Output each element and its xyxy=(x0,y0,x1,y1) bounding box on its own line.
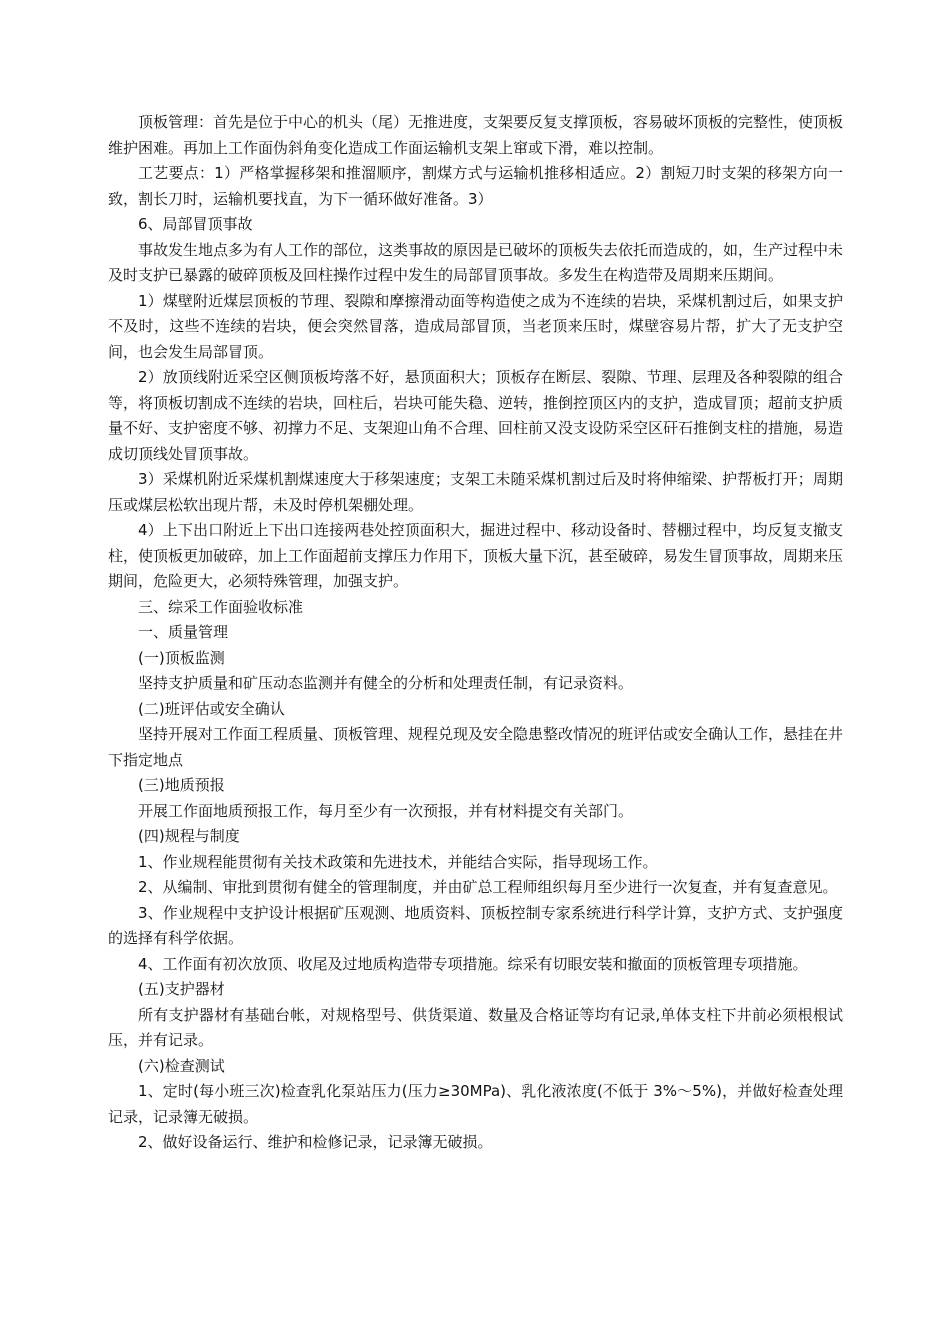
heading-rules-and-systems: (四)规程与制度 xyxy=(138,827,240,845)
paragraph-item-4: 4）上下出口附近上下出口连接两巷处控顶面积大，掘进过程中、移动设备时、替棚过程中，均反复支撤支柱，使顶板更加破碎，加上工作面超前支撑压力作用下，顶板大量下沉，甚至破碎，易发生冒顶事故，周期来压期间，危险更大，必须特殊管理，加强支护。 xyxy=(108,521,844,590)
paragraph-rules-4: 4、工作面有初次放顶、收尾及过地质构造带专项措施。综采有切眼安装和撤面的顶板管理专项措施。 xyxy=(138,954,808,973)
paragraph-rules-3: 3、作业规程中支护设计根据矿压观测、地质资料、顶板控制专家系统进行科学计算，支护方式、支护强度的选择有科学依据。 xyxy=(108,903,843,947)
paragraph-item-3: 3）采煤机附近采煤机割煤速度大于移架速度；支架工未随采煤机割过后及时将伸缩梁、护帮板打开；周期压或煤层松软出现片帮，未及时停机架棚处理。 xyxy=(108,470,843,514)
paragraph-shift-evaluation: 坚持开展对工作面工程质量、顶板管理、规程兑现及安全隐患整改情况的班评估或安全确认工作，悬挂在井下指定地点 xyxy=(108,725,844,769)
paragraph-process-points: 工艺要点：1）严格掌握移架和推溜顺序，割煤方式与运输机推移相适应。2）割短刀时支架的移架方向一致，割长刀时，运输机要找直，为下一循环做好准备。3） xyxy=(108,164,843,208)
heading-roof-monitoring: (一)顶板监测 xyxy=(138,648,225,667)
document-body xyxy=(108,110,843,1156)
heading-support-equipment: (五)支护器材 xyxy=(138,980,225,998)
heading-inspection-testing: (六)检查测试 xyxy=(138,1056,225,1075)
paragraph-rules-1: 1、作业规程能贯彻有关技术政策和先进技术，并能结合实际，指导现场工作。 xyxy=(138,852,658,871)
paragraph-accident-location: 事故发生地点多为有人工作的部位，这类事故的原因是已破坏的顶板失去依托而造成的，如，生产过程中未及时支护已暴露的破碎顶板及回柱操作过程中发生的局部冒顶事故。多发生在构造带及周期来压期间。 xyxy=(108,240,844,284)
heading-quality-management: 一、质量管理 xyxy=(138,623,229,641)
paragraph-roof-management: 顶板管理：首先是位于中心的机头（尾）无推进度，支架要反复支撑顶板，容易破坏顶板的完整性，使顶板维护困难。再加上工作面伪斜角变化造成工作面运输机支架上窜或下滑，难以控制。 xyxy=(108,113,844,157)
paragraph-rules-2: 2、从编制、审批到贯彻有健全的管理制度，并由矿总工程师组织每月至少进行一次复查，并有复查意见。 xyxy=(138,878,838,896)
paragraph-roof-monitoring: 坚持支护质量和矿压动态监测并有健全的分析和处理责任制，有记录资料。 xyxy=(138,674,634,692)
paragraph-inspection-2: 2、做好设备运行、维护和检修记录，记录簿无破损。 xyxy=(138,1133,493,1151)
paragraph-inspection-1: 1、定时(每小班三次)检查乳化泵站压力(压力≥30MPa)、乳化液浓度(不低于 3%～5%)，并做好检查处理记录，记录簿无破损。 xyxy=(108,1082,843,1126)
heading-shift-evaluation: (二)班评估或安全确认 xyxy=(138,699,285,718)
paragraph-geological-forecast: 开展工作面地质预报工作，每月至少有一次预报，并有材料提交有关部门。 xyxy=(138,801,634,820)
paragraph-support-equipment: 所有支护器材有基础台帐，对规格型号、供货渠道、数量及合格证等均有记录,单体支柱下井前必须根根试压，并有记录。 xyxy=(108,1005,843,1049)
heading-geological-forecast: (三)地质预报 xyxy=(138,776,225,794)
paragraph-item-1: 1）煤壁附近煤层顶板的节理、裂隙和摩擦滑动面等构造使之成为不连续的岩块，采煤机割过后，如果支护不及时，这些不连续的岩块，便会突然冒落，造成局部冒顶，当老顶来压时，煤壁容易片帮，扩大了无支护空间，也会发生局部冒顶。 xyxy=(108,291,843,361)
heading-local-roof-fall: 6、局部冒顶事故 xyxy=(138,215,253,233)
heading-acceptance-standard: 三、综采工作面验收标准 xyxy=(138,597,304,616)
paragraph-item-2: 2）放顶线附近采空区侧顶板垮落不好，悬顶面积大；顶板存在断层、裂隙、节理、层理及各种裂隙的组合等，将顶板切割成不连续的岩块，回柱后，岩块可能失稳、逆转，推倒控顶区内的支护，造成冒顶；超前支护质量不好、支护密度不够、初撑力不足、支架迎山角不合理、回柱前又没支设防采空区矸石推倒支柱的措施，易造成切顶线处冒顶事故。 xyxy=(108,368,844,463)
